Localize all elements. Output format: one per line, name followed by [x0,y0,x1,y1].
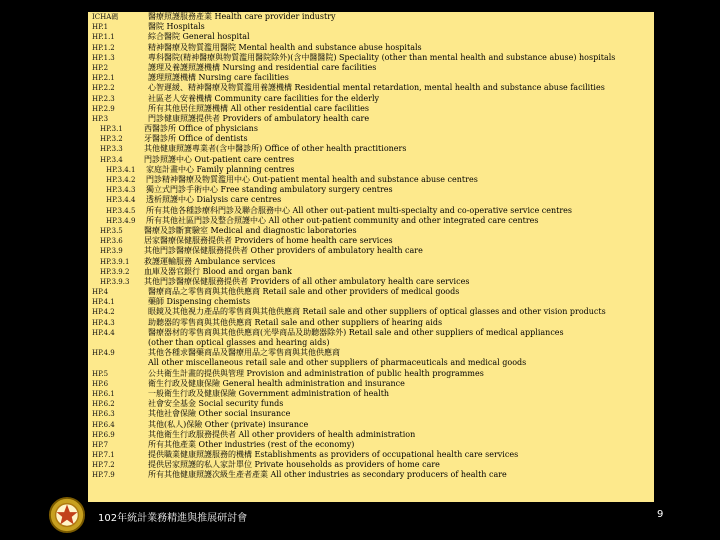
row-label: 門診照護中心 Out-patient care centres [144,154,295,164]
row-label: 醫療及診斷實驗室 Medical and diagnostic laboratories [144,225,357,235]
row-code: HP.3.4.9 [106,216,136,225]
row-code: HP.3.2 [100,135,123,144]
row-code: HP.1.3 [92,53,115,62]
table-row [88,420,654,430]
row-code: HP.2.1 [92,74,115,83]
content-table [88,12,654,502]
row-label: 其他門診醫療保健服務提供者 Other providers of ambulatory health care [144,246,423,256]
row-label: 透析照護中心 Dialysis care centres [146,195,282,205]
row-code: HP.4 [92,288,109,297]
table-row [88,63,654,73]
table-row [88,287,654,297]
row-label: All other miscellaneous retail sale and other suppliers of pharmaceuticals and medical goods [148,358,527,368]
row-code: HP.2.9 [92,104,115,113]
table-row [88,297,654,307]
row-label: 門診健康照護提供者 Providers of ambulatory health care [148,113,370,123]
row-label: 其他健康照護專業者(含中醫診所) Office of other health practitioners [144,144,407,154]
table-row [88,73,654,83]
table-row [88,389,654,399]
row-code: HP.5 [92,369,109,378]
row-code: HP.4.3 [92,318,115,327]
row-label: 眼鏡及其他視力產品的零售商與其他供應商 Retail sale and other suppliers of optical glasses and other vision products [148,307,606,317]
row-code: ICHA碼 [92,13,119,21]
row-code: HP.3.9 [100,247,123,256]
table-row [88,114,654,124]
row-code: HP.2.2 [92,84,115,93]
table-row [88,195,654,205]
row-code: HP.6.3 [92,410,115,419]
table-row [88,450,654,460]
table-row [88,470,654,480]
row-label: 所有其他居住照護機構 All other residential care facilities [148,103,369,113]
table-row [88,124,654,134]
table-row [88,144,654,154]
table-row [88,399,654,409]
row-code: HP.7.9 [92,471,115,480]
table-row [88,104,654,114]
row-label: 所有其他各種診療科門診及聯合服務中心 All other out-patient multi-specialty and co-operative service centres [146,205,573,215]
row-code: HP.4.2 [92,308,115,317]
table-row [88,53,654,63]
row-label: 心智遲緩、精神醫療及物質濫用養護機構 Residential mental retardation, mental health and substance abuse facilities [148,83,605,93]
row-code: HP.2 [92,63,109,72]
row-code: HP.3.5 [100,226,123,235]
row-code: HP.6.9 [92,430,115,439]
table-row [88,358,654,368]
row-code: HP.3.9.2 [100,267,130,276]
table-row [88,430,654,440]
row-label: 血庫及器官銀行 Blood and organ bank [144,266,292,276]
row-code: HP.3.9.1 [100,257,130,266]
table-row [88,43,654,53]
row-label: 其他衛生行政服務提供者 All other providers of health administration [148,429,416,439]
table-row [88,409,654,419]
row-label: 綜合醫院 General hospital [148,32,250,42]
row-code: HP.7.2 [92,461,115,470]
row-code: HP.7.1 [92,451,115,460]
table-row [88,318,654,328]
row-label: 醫療器材的零售商與其他供應商(光學商品及助聽器除外) Retail sale and other suppliers of medical appliances [148,327,564,337]
row-code: HP.3.3 [100,145,123,154]
row-label: 其他各種求醫藥商品及醫療用品之零售商與其他供應商 [148,348,340,358]
table-row [88,338,654,348]
row-code: HP.7 [92,440,109,449]
row-code: HP.2.3 [92,94,115,103]
row-label: 社區老人安養機構 Community care facilities for the elderly [148,93,380,103]
row-code: HP.6.4 [92,420,115,429]
table-row [88,216,654,226]
row-label: 衛生行政及健康保險 General health administration and insurance [148,378,405,388]
seal-logo [48,496,86,534]
row-code: HP.3.4.4 [106,196,136,205]
row-code: HP.3.4.3 [106,186,136,195]
table-row [88,22,654,32]
row-code: HP.3 [92,114,109,123]
table-row [88,236,654,246]
row-label: 提供職業健康照護服務的機構 Establishments as providers of occupational health care services [148,450,519,460]
row-label: 專科醫院(精神醫療與物質濫用醫院除外)(含中醫醫院) Speciality (other than mental health and substance abuse) hospitals [148,52,616,62]
table-row [88,307,654,317]
row-code: HP.3.6 [100,237,123,246]
row-code: HP.1.1 [92,33,115,42]
row-label: 家庭計畫中心 Family planning centres [146,164,295,174]
row-label: 醫療商品之零售商與其他供應商 Retail sale and other providers of medical goods [148,287,460,297]
table-row [88,328,654,338]
row-code: HP.6.1 [92,389,115,398]
row-code: HP.3.9.3 [100,277,130,286]
row-code: HP.3.4.1 [106,165,136,174]
row-label: 精神醫療及物質濫用醫院 Mental health and substance abuse hospitals [148,42,422,52]
row-label: 醫院 Hospitals [148,22,205,32]
row-code: HP.3.4.2 [106,176,136,184]
table-row [88,83,654,93]
row-label: 居家醫療保健服務提供者 Providers of home health care services [144,236,393,246]
table-row [88,165,654,175]
footer-title: 102年統計業務精進與推展研討會 [98,513,248,524]
row-label: 其他門診醫療保健服務提供者 Providers of all other ambulatory health care services [144,276,470,286]
row-label: 救護運輸服務 Ambulance services [144,256,276,266]
row-code: HP.1 [92,23,109,32]
row-label: 所有其他產業 Other industries (rest of the economy) [148,439,355,449]
row-label: 門診精神醫療及物質濫用中心 Out-patient mental health and substance abuse centres [146,175,478,184]
row-label: 護理及養護照護機構 Nursing and residential care facilities [148,62,377,72]
row-label: 助聽器的零售商與其他供應商 Retail sale and other suppliers of hearing aids [148,317,443,327]
row-code: HP.4.1 [92,298,115,307]
row-code: HP.4.9 [92,349,115,358]
table-row [88,277,654,287]
row-label: 獨立式門診手術中心 Free standing ambulatory surgery centres [146,185,393,195]
table-row [88,348,654,358]
row-label: 其他(私人)保險 Other (private) insurance [148,419,309,429]
page-number: 9 [657,509,664,520]
row-code: HP.3.1 [100,125,123,134]
row-label: 護理照護機構 Nursing care facilities [148,73,289,83]
table-row [88,175,654,185]
row-label: 所有其他健康照護次級生產者產業 All other industries as secondary producers of health care [148,470,507,480]
table-row [88,94,654,104]
row-label: 西醫診所 Office of physicians [144,124,258,134]
table-row [88,155,654,165]
table-row [88,460,654,470]
row-label: (other than optical glasses and hearing aids) [148,338,330,347]
table-row [88,267,654,277]
table-row [88,32,654,42]
row-code: HP.4.4 [92,328,115,337]
row-label: 藥師 Dispensing chemists [148,297,251,307]
table-row [88,12,654,22]
row-label: 牙醫診所 Office of dentists [144,134,248,144]
table-row [88,379,654,389]
table-row [88,226,654,236]
row-code: HP.6 [92,379,109,388]
table-row [88,134,654,144]
table-row [88,257,654,267]
table-row [88,246,654,256]
table-row [88,206,654,216]
row-label: 其他社會保險 Other social insurance [148,409,291,419]
table-row [88,185,654,195]
row-label: 社會安全基金 Social security funds [148,399,284,409]
row-code: HP.3.4.5 [106,206,136,215]
row-code: HP.3.4 [100,155,123,164]
row-label: 公共衛生計畫的提供與管理 Provision and administration of public health programmes [148,368,484,378]
table-row [88,440,654,450]
row-code: HP.1.2 [92,43,115,52]
row-code: HP.6.2 [92,400,115,409]
row-label: 所有其他社區門診及整合照護中心 All other out-patient community and other integrated care centres [146,215,539,225]
row-label: 醫療照護服務產業 Health care provider industry [148,12,336,21]
row-label: 一般衛生行政及健康保險 Government administration of health [148,388,390,398]
row-label: 提供居家照護的私人家計單位 Private households as providers of home care [148,460,440,470]
table-row [88,369,654,379]
